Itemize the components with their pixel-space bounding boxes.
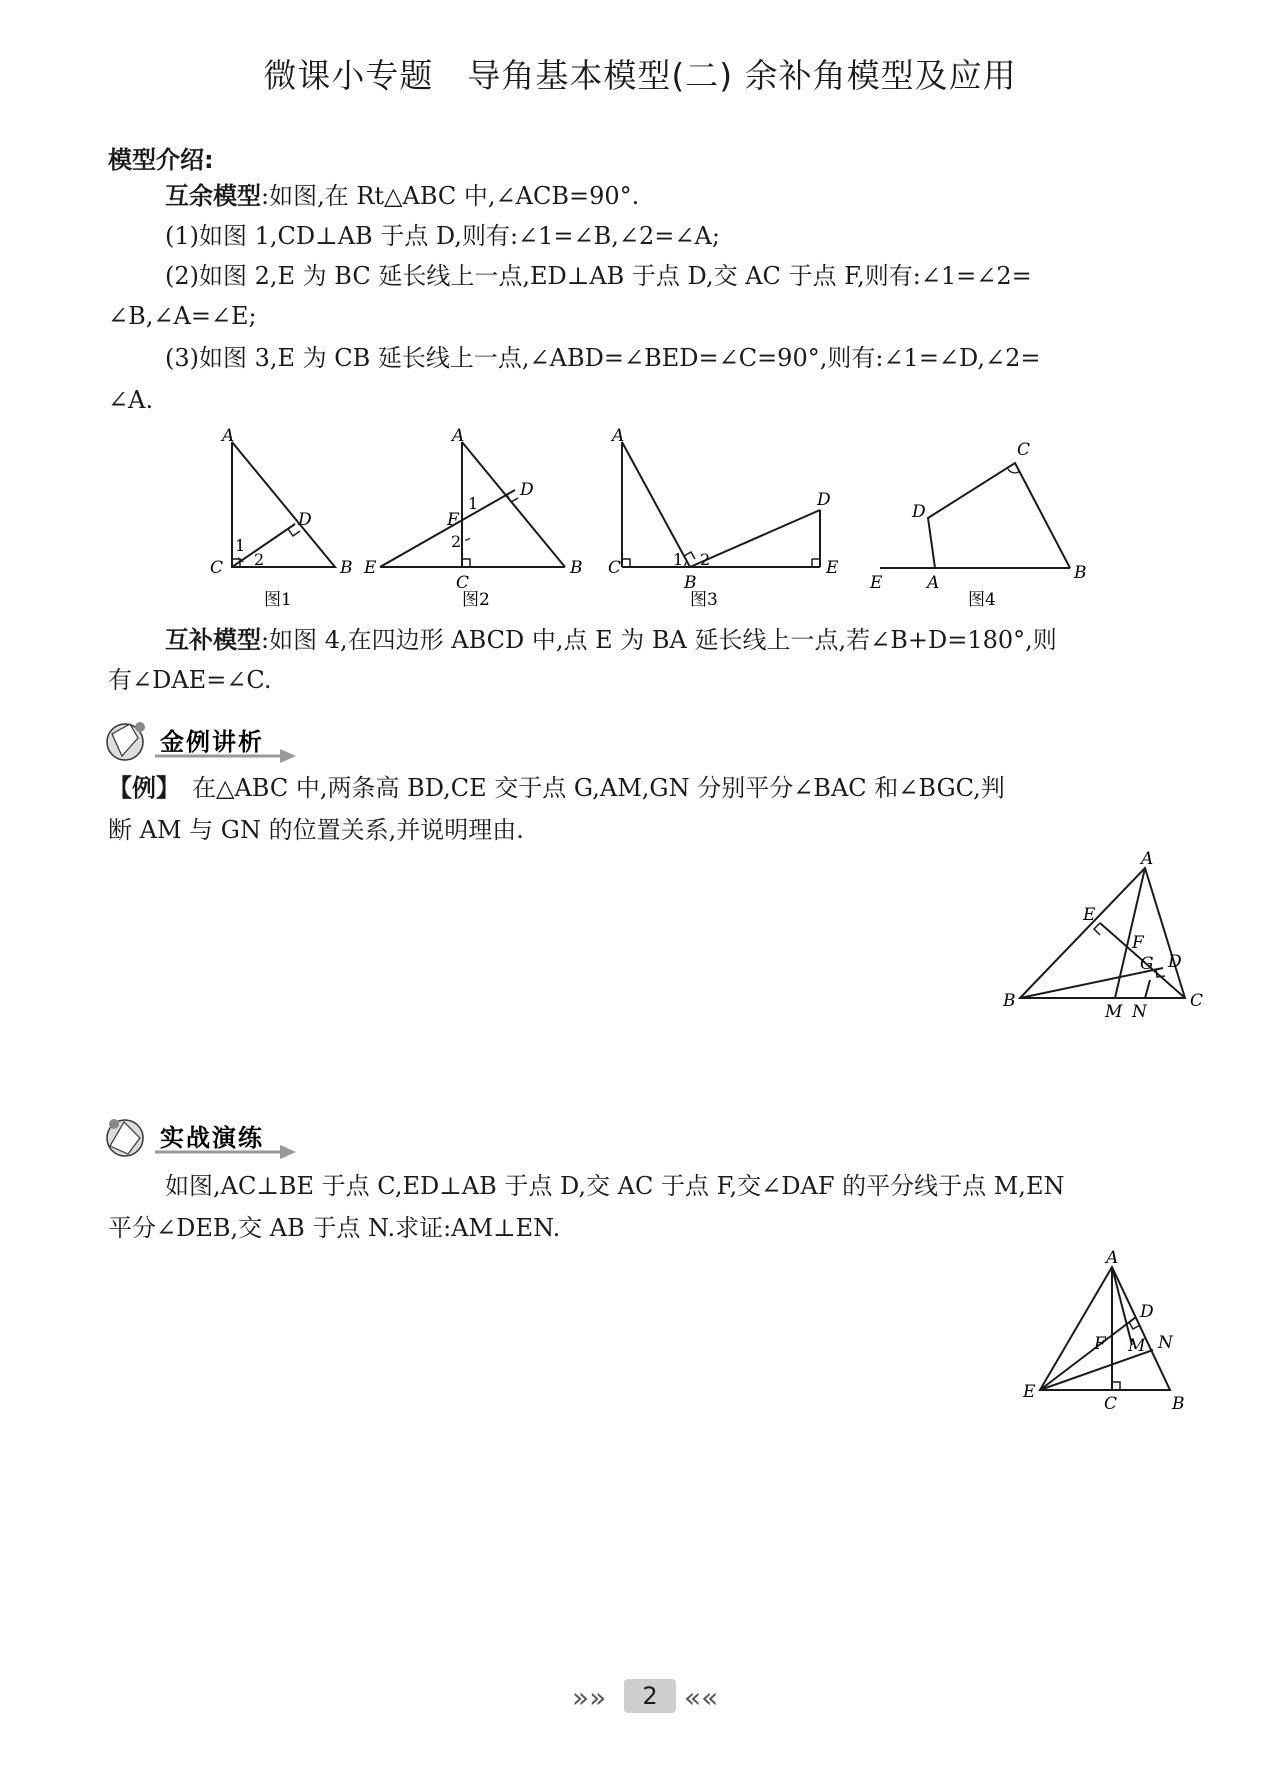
fig2-angle-1: 1 bbox=[468, 494, 479, 513]
pr-label-F: F bbox=[1094, 1334, 1106, 1354]
fig4-label-A: A bbox=[927, 573, 940, 593]
fig1-angle-1: 1 bbox=[235, 536, 246, 555]
fig1-caption: 图1 bbox=[264, 590, 292, 610]
figure-4 bbox=[880, 463, 1070, 568]
fig1-label-A: A bbox=[222, 426, 235, 446]
fig2-caption: 图2 bbox=[462, 590, 490, 610]
ex-label-N: N bbox=[1132, 1002, 1147, 1022]
fig4-label-B: B bbox=[1074, 563, 1087, 583]
example-line-a bbox=[108, 770, 1208, 806]
case3-line-b: ∠A. bbox=[108, 386, 154, 414]
fig3-label-A: A bbox=[612, 426, 625, 446]
ex-label-A: A bbox=[1141, 850, 1154, 869]
page-footer bbox=[560, 1677, 740, 1717]
fig2-label-C: C bbox=[456, 573, 470, 593]
complement-model-text: :如图,在 Rt△ABC 中,∠ACB=90°. bbox=[261, 182, 640, 210]
supplement-model-line bbox=[165, 622, 1265, 658]
fig4-label-C: C bbox=[1017, 440, 1031, 460]
supplement-model-line-b: 有∠DAE=∠C. bbox=[108, 666, 272, 694]
fig2-angle-2: 2 bbox=[451, 532, 462, 551]
pr-label-M: M bbox=[1128, 1336, 1146, 1356]
fig2-label-A: A bbox=[452, 426, 465, 446]
fig2-label-F: F bbox=[447, 510, 459, 530]
fig3-label-C: C bbox=[608, 558, 622, 578]
fig1-label-D: D bbox=[298, 510, 312, 530]
example-section-icon bbox=[107, 722, 145, 760]
example-figure bbox=[990, 850, 1220, 1050]
pr-label-D: D bbox=[1140, 1302, 1154, 1322]
fig2-label-E: E bbox=[364, 558, 377, 578]
supplement-model-text: :如图 4,在四边形 ABCD 中,点 E 为 BA 延长线上一点,若∠B+D=180°,则 bbox=[261, 626, 1057, 654]
page-arrows-left: »» bbox=[572, 1681, 607, 1714]
fig4-label-E: E bbox=[870, 573, 883, 593]
arrow-icon bbox=[280, 749, 296, 763]
ex-label-D: D bbox=[1168, 952, 1182, 972]
pr-label-E: E bbox=[1023, 1382, 1036, 1402]
model-figures bbox=[180, 425, 1130, 625]
practice-line-a: 如图,AC⊥BE 于点 C,ED⊥AB 于点 D,交 AC 于点 F,交∠DAF 的平分线于点 M,EN bbox=[165, 1172, 1065, 1200]
case2-line-b: ∠B,∠A=∠E; bbox=[108, 302, 257, 330]
fig1-angle-2: 2 bbox=[254, 550, 265, 569]
pr-label-B: B bbox=[1172, 1394, 1185, 1414]
example-section-banner bbox=[100, 712, 340, 772]
fig1-label-B: B bbox=[340, 558, 353, 578]
fig3-label-E: E bbox=[826, 558, 839, 578]
fig3-angle-2: 2 bbox=[700, 550, 711, 569]
figure-1 bbox=[232, 442, 335, 567]
arrow-icon bbox=[280, 1145, 296, 1159]
supplement-model-label: 互补模型 bbox=[165, 626, 261, 654]
intro-heading-text: 模型介绍: bbox=[108, 146, 214, 174]
pr-label-N: N bbox=[1158, 1333, 1173, 1353]
page-number-box bbox=[624, 1679, 676, 1713]
pr-label-A: A bbox=[1106, 1248, 1119, 1268]
practice-figure bbox=[1020, 1245, 1230, 1425]
complement-model-label: 互余模型 bbox=[165, 182, 261, 210]
complement-model-line bbox=[165, 178, 1265, 214]
case3-line-a: (3)如图 3,E 为 CB 延长线上一点,∠ABD=∠BED=∠C=90°,则有:∠1=∠D,∠2= bbox=[165, 344, 1041, 372]
practice-line-b: 平分∠DEB,交 AB 于点 N.求证:AM⊥EN. bbox=[108, 1214, 561, 1242]
fig4-label-D: D bbox=[912, 502, 926, 522]
figure-3 bbox=[622, 442, 820, 567]
fig3-angle-1: 1 bbox=[673, 550, 684, 569]
case1-line: (1)如图 1,CD⊥AB 于点 D,则有:∠1=∠B,∠2=∠A; bbox=[165, 222, 720, 250]
example-line-b: 断 AM 与 GN 的位置关系,并说明理由. bbox=[108, 816, 524, 844]
fig3-label-B: B bbox=[684, 573, 697, 593]
fig3-caption: 图3 bbox=[690, 590, 718, 610]
ex-label-E: E bbox=[1083, 905, 1096, 925]
example-text-a: 在△ABC 中,两条高 BD,CE 交于点 G,AM,GN 分别平分∠BAC 和∠BGC,判 bbox=[192, 774, 1005, 802]
fig2-label-B: B bbox=[570, 558, 583, 578]
practice-section-title: 实战演练 bbox=[160, 1124, 264, 1152]
fig2-label-D: D bbox=[520, 480, 534, 500]
practice-section-icon bbox=[107, 1119, 143, 1156]
intro-heading bbox=[108, 142, 1208, 178]
ex-label-F: F bbox=[1132, 933, 1144, 953]
pr-label-C: C bbox=[1104, 1394, 1118, 1414]
ex-label-B: B bbox=[1003, 991, 1016, 1011]
ex-label-C: C bbox=[1190, 991, 1204, 1011]
case2-line-a: (2)如图 2,E 为 BC 延长线上一点,ED⊥AB 于点 D,交 AC 于点 F,则有:∠1=∠2= bbox=[165, 262, 1032, 290]
practice-section-banner bbox=[100, 1108, 340, 1168]
page-title: 微课小专题 导角基本模型(二) 余补角模型及应用 bbox=[263, 56, 1017, 95]
fig4-caption: 图4 bbox=[968, 590, 996, 610]
page-arrows-right: «« bbox=[684, 1681, 719, 1714]
fig3-label-D: D bbox=[817, 490, 831, 510]
example-tag: 【例】 bbox=[108, 774, 180, 802]
ex-label-M: M bbox=[1105, 1002, 1123, 1022]
example-section-title: 金例讲析 bbox=[160, 728, 264, 756]
fig1-label-C: C bbox=[210, 558, 224, 578]
ex-label-G: G bbox=[1140, 954, 1154, 974]
page-number: 2 bbox=[642, 1682, 658, 1710]
